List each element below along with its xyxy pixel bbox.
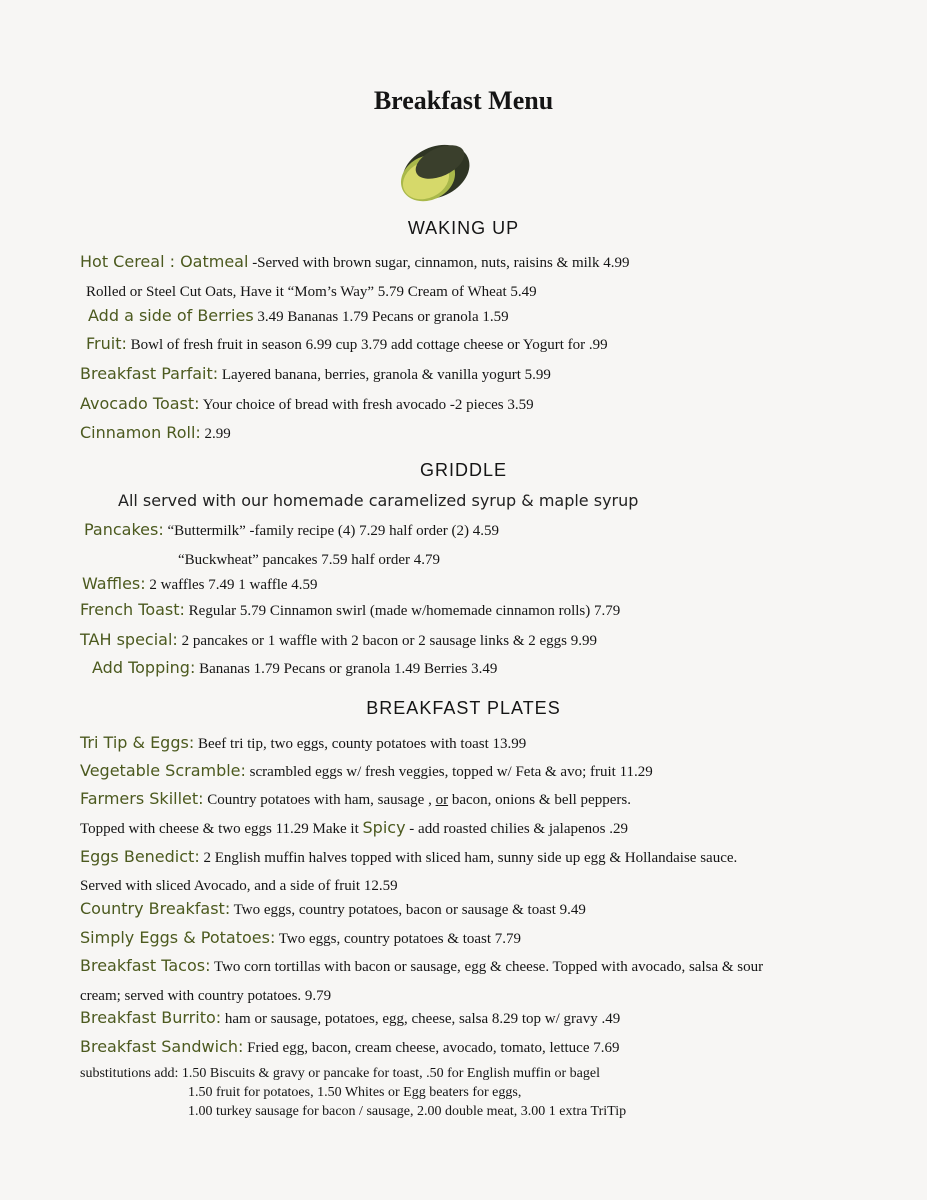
item-name: Country Breakfast: bbox=[80, 899, 231, 918]
page-title: Breakfast Menu bbox=[373, 86, 554, 115]
avocado-icon bbox=[396, 138, 472, 210]
item-name: Hot Cereal : Oatmeal bbox=[80, 252, 249, 271]
item-desc: 2.99 bbox=[200, 426, 231, 442]
item-name: Waffles: bbox=[82, 574, 146, 593]
item-eggs-benedict bbox=[80, 847, 737, 868]
item-name: Avocado Toast: bbox=[80, 394, 200, 413]
substitutions-line-3: 1.00 turkey sausage for bacon / sausage, 2.00 double meat, 3.00 1 extra TriTip bbox=[188, 1104, 627, 1119]
item-desc: 2 waffles 7.49 1 waffle 4.59 bbox=[145, 577, 318, 593]
item-desc-cont: bacon, onions & bell peppers. bbox=[448, 792, 631, 808]
item-desc: scrambled eggs w/ fresh veggies, topped w/ Feta & avo; fruit 11.29 bbox=[245, 764, 653, 780]
item-french-toast bbox=[80, 600, 620, 621]
buckwheat-line: “Buckwheat” pancakes 7.59 half order 4.79 bbox=[178, 552, 440, 568]
item-name: Breakfast Tacos: bbox=[80, 956, 211, 975]
item-breakfast-burrito bbox=[80, 1008, 620, 1029]
item-name: Cinnamon Roll: bbox=[80, 423, 201, 442]
item-name: Vegetable Scramble: bbox=[80, 761, 246, 780]
item-cinnamon-roll bbox=[80, 423, 231, 444]
item-name: Add a side of Berries bbox=[88, 306, 254, 325]
topped-text: Topped with cheese & two eggs 11.29 Make it bbox=[80, 821, 363, 837]
item-desc: Bananas 1.79 Pecans or granola 1.49 Berries 3.49 bbox=[195, 661, 498, 677]
item-desc: Two eggs, country potatoes & toast 7.79 bbox=[275, 931, 522, 947]
spicy-desc: - add roasted chilies & jalapenos .29 bbox=[405, 821, 628, 837]
item-berries bbox=[88, 306, 509, 327]
underlined-or: or bbox=[435, 792, 449, 808]
item-country-breakfast bbox=[80, 899, 586, 920]
item-desc: Regular 5.79 Cinnamon swirl (made w/homemade cinnamon rolls) 7.79 bbox=[184, 603, 621, 619]
item-desc: 2 pancakes or 1 waffle with 2 bacon or 2 sausage links & 2 eggs 9.99 bbox=[177, 633, 598, 649]
item-name: French Toast: bbox=[80, 600, 185, 619]
item-desc: Layered banana, berries, granola & vanilla yogurt 5.99 bbox=[218, 367, 551, 383]
item-tah-special bbox=[80, 630, 597, 651]
item-desc: Fried egg, bacon, cream cheese, avocado, tomato, lettuce 7.69 bbox=[243, 1040, 620, 1056]
section-waking-up: WAKING UP bbox=[407, 218, 520, 238]
item-tri-tip bbox=[80, 733, 526, 754]
griddle-subtitle: All served with our homemade caramelized syrup & maple syrup bbox=[118, 491, 639, 510]
item-desc: -Served with brown sugar, cinnamon, nuts, raisins & milk 4.99 bbox=[248, 255, 630, 271]
item-add-topping bbox=[92, 658, 497, 679]
item-fruit bbox=[86, 334, 608, 355]
item-name: Tri Tip & Eggs: bbox=[80, 733, 195, 752]
item-vegetable-scramble bbox=[80, 761, 653, 782]
item-name: Breakfast Parfait: bbox=[80, 364, 219, 383]
item-hot-cereal bbox=[80, 252, 629, 273]
item-name: TAH special: bbox=[80, 630, 178, 649]
tacos-line2: cream; served with country potatoes. 9.79 bbox=[80, 988, 332, 1004]
item-desc: ham or sausage, potatoes, egg, cheese, salsa 8.29 top w/ gravy .49 bbox=[221, 1011, 621, 1027]
item-pancakes bbox=[84, 520, 499, 541]
item-desc: Bowl of fresh fruit in season 6.99 cup 3.79 add cottage cheese or Yogurt for .99 bbox=[126, 337, 608, 353]
item-breakfast-sandwich bbox=[80, 1037, 619, 1058]
item-avocado-toast bbox=[80, 394, 534, 415]
section-breakfast-plates: BREAKFAST PLATES bbox=[366, 698, 561, 718]
item-name: Eggs Benedict: bbox=[80, 847, 200, 866]
spicy-label: Spicy bbox=[362, 818, 406, 837]
item-name: Pancakes: bbox=[84, 520, 164, 539]
item-desc: Two eggs, country potatoes, bacon or sausage & toast 9.49 bbox=[230, 902, 586, 918]
item-desc: Country potatoes with ham, sausage , bbox=[203, 792, 436, 808]
item-name: Farmers Skillet: bbox=[80, 789, 204, 808]
item-desc: “Buttermilk” -family recipe (4) 7.29 half order (2) 4.59 bbox=[163, 523, 500, 539]
item-desc: 2 English muffin halves topped with sliced ham, sunny side up egg & Hollandaise sauce. bbox=[199, 850, 738, 866]
item-name: Add Topping: bbox=[92, 658, 196, 677]
item-breakfast-tacos bbox=[80, 956, 763, 977]
section-griddle: GRIDDLE bbox=[419, 460, 507, 480]
item-waffles bbox=[82, 574, 318, 595]
item-farmers-skillet bbox=[80, 789, 631, 810]
item-desc: 3.49 Bananas 1.79 Pecans or granola 1.59 bbox=[253, 309, 509, 325]
substitutions-line-2: 1.50 fruit for potatoes, 1.50 Whites or Egg beaters for eggs, bbox=[188, 1085, 522, 1100]
item-parfait bbox=[80, 364, 551, 385]
item-desc: Two corn tortillas with bacon or sausage, egg & cheese. Topped with avocado, salsa & sour bbox=[210, 959, 764, 975]
substitutions-line-1: substitutions add: 1.50 Biscuits & gravy or pancake for toast, .50 for English muffin or bagel bbox=[80, 1066, 600, 1081]
item-desc: Your choice of bread with fresh avocado -2 pieces 3.59 bbox=[199, 397, 534, 413]
skillet-topped-line bbox=[80, 818, 628, 839]
item-simply-eggs bbox=[80, 928, 521, 949]
item-name: Fruit: bbox=[86, 334, 127, 353]
item-desc: Beef tri tip, two eggs, county potatoes with toast 13.99 bbox=[194, 736, 527, 752]
item-name: Simply Eggs & Potatoes: bbox=[80, 928, 276, 947]
benedict-line2: Served with sliced Avocado, and a side of fruit 12.59 bbox=[80, 878, 398, 894]
oats-line: Rolled or Steel Cut Oats, Have it “Mom’s Way” 5.79 Cream of Wheat 5.49 bbox=[86, 284, 537, 300]
item-name: Breakfast Burrito: bbox=[80, 1008, 222, 1027]
item-name: Breakfast Sandwich: bbox=[80, 1037, 244, 1056]
